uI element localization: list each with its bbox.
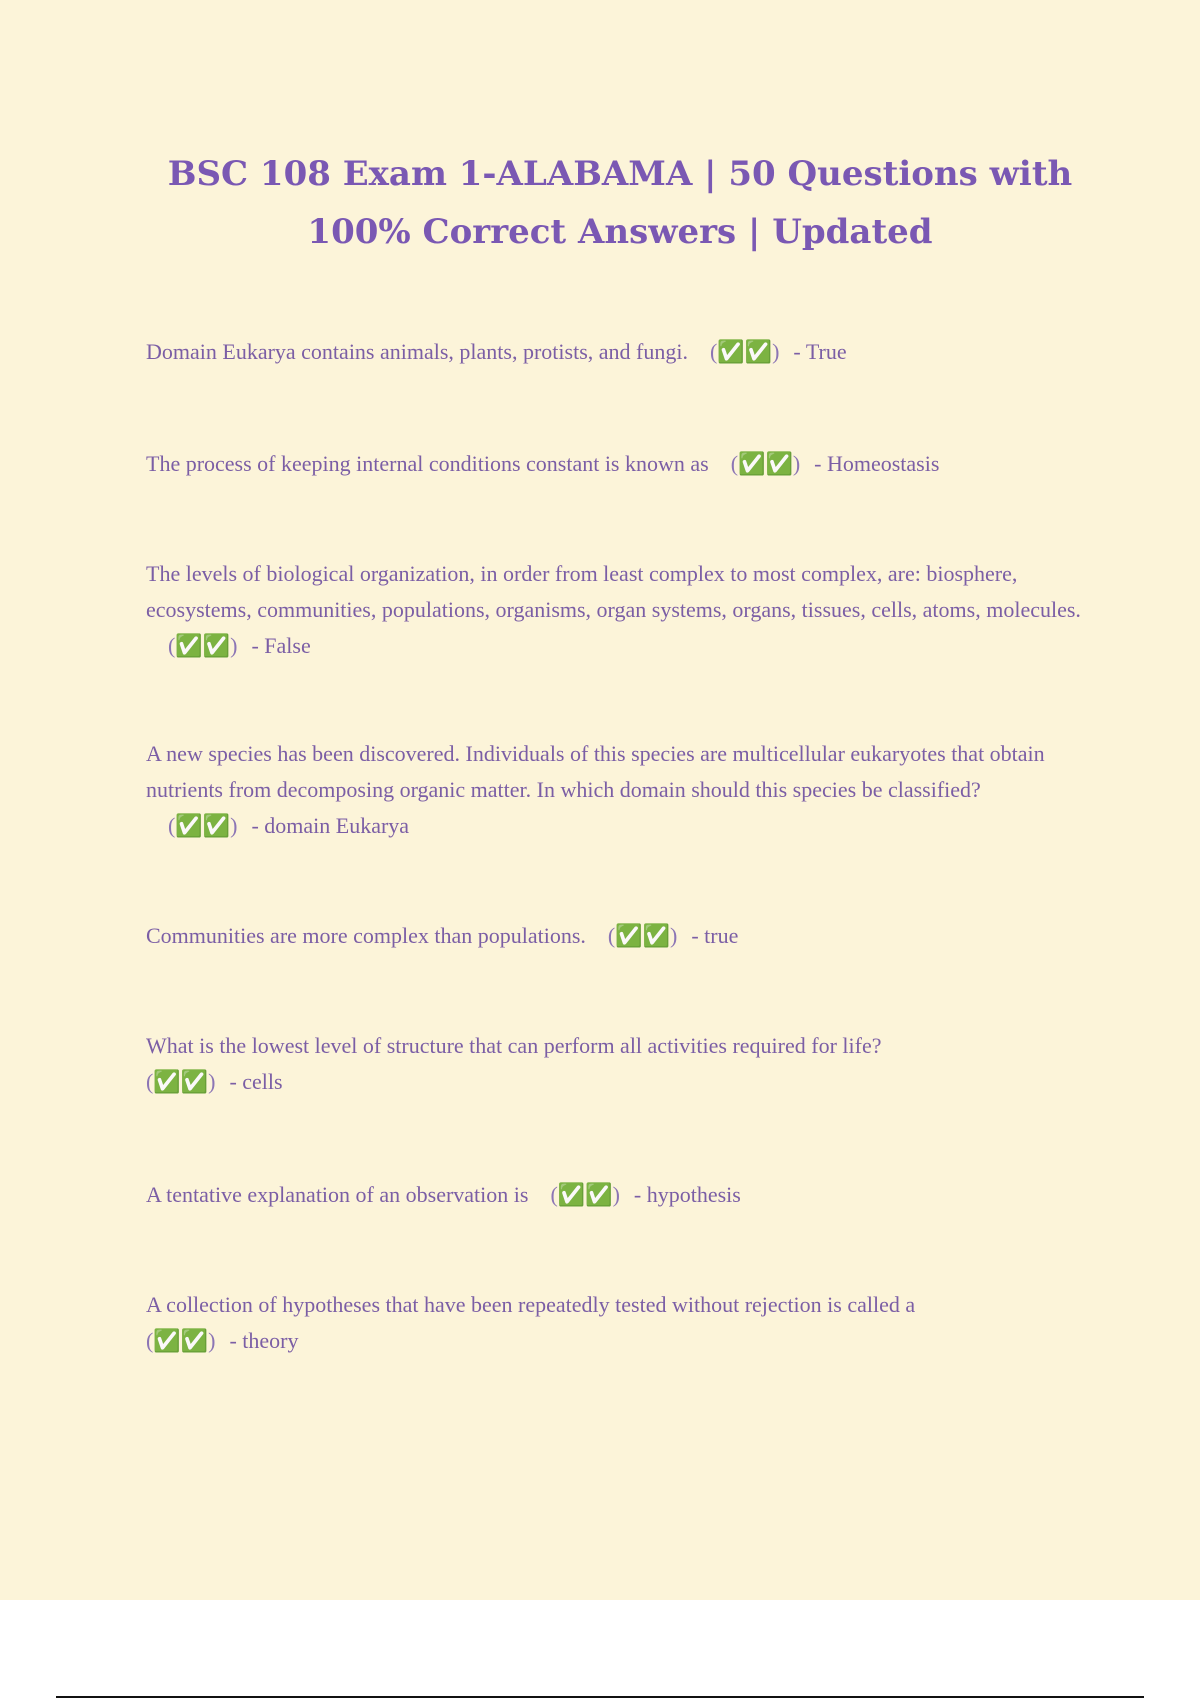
qa-item (146, 334, 1086, 370)
double-check-icon: (✅✅) (550, 1182, 620, 1207)
double-check-icon: (✅✅) (168, 813, 238, 838)
question-text: Communities are more complex than populations. (146, 923, 586, 948)
answer-text: - False (251, 633, 311, 658)
qa-item (146, 1287, 1086, 1359)
answer-text: - true (691, 923, 739, 948)
question-text: A collection of hypotheses that have been repeatedly tested without rejection is called a (146, 1292, 916, 1317)
answer-text: - domain Eukarya (251, 813, 410, 838)
qa-item (146, 556, 1086, 664)
double-check-icon: (✅✅) (709, 339, 780, 364)
double-check-icon: (✅✅) (730, 451, 801, 476)
question-text: A new species has been discovered. Individuals of this species are multicellular eukaryotes that obtain nutrients from decomposing organic matter. In which domain should this species be classified? (146, 741, 1045, 802)
answer-text: - theory (229, 1328, 299, 1353)
question-text: A tentative explanation of an observation is (146, 1182, 529, 1207)
qa-item (146, 1177, 1086, 1213)
qa-item (146, 918, 1086, 954)
answer-text: - True (793, 339, 847, 364)
answer-text: - cells (229, 1069, 283, 1094)
double-check-icon: (✅✅) (146, 1069, 216, 1094)
question-text: The process of keeping internal conditions constant is known as (146, 451, 709, 476)
question-text: The levels of biological organization, in order from least complex to most complex, are: biosphere, ecosystems, communities, populations, organisms, organ systems, organs, tissues, cells, atoms, molecules. (146, 561, 1081, 622)
qa-item (146, 446, 1086, 482)
qa-item (146, 736, 1086, 844)
footer-divider (56, 1696, 1144, 1698)
double-check-icon: (✅✅) (146, 1328, 216, 1353)
question-text: What is the lowest level of structure that can perform all activities required for life? (146, 1033, 882, 1058)
question-text: Domain Eukarya contains animals, plants, protists, and fungi. (146, 339, 688, 364)
double-check-icon: (✅✅) (607, 923, 678, 948)
double-check-icon: (✅✅) (168, 633, 238, 658)
answer-text: - Homeostasis (814, 451, 940, 476)
document-title: BSC 108 Exam 1-ALABAMA | 50 Questions with 100% Correct Answers | Updated (167, 154, 1073, 252)
answer-text: - hypothesis (633, 1182, 741, 1207)
qa-item (146, 1028, 1086, 1100)
